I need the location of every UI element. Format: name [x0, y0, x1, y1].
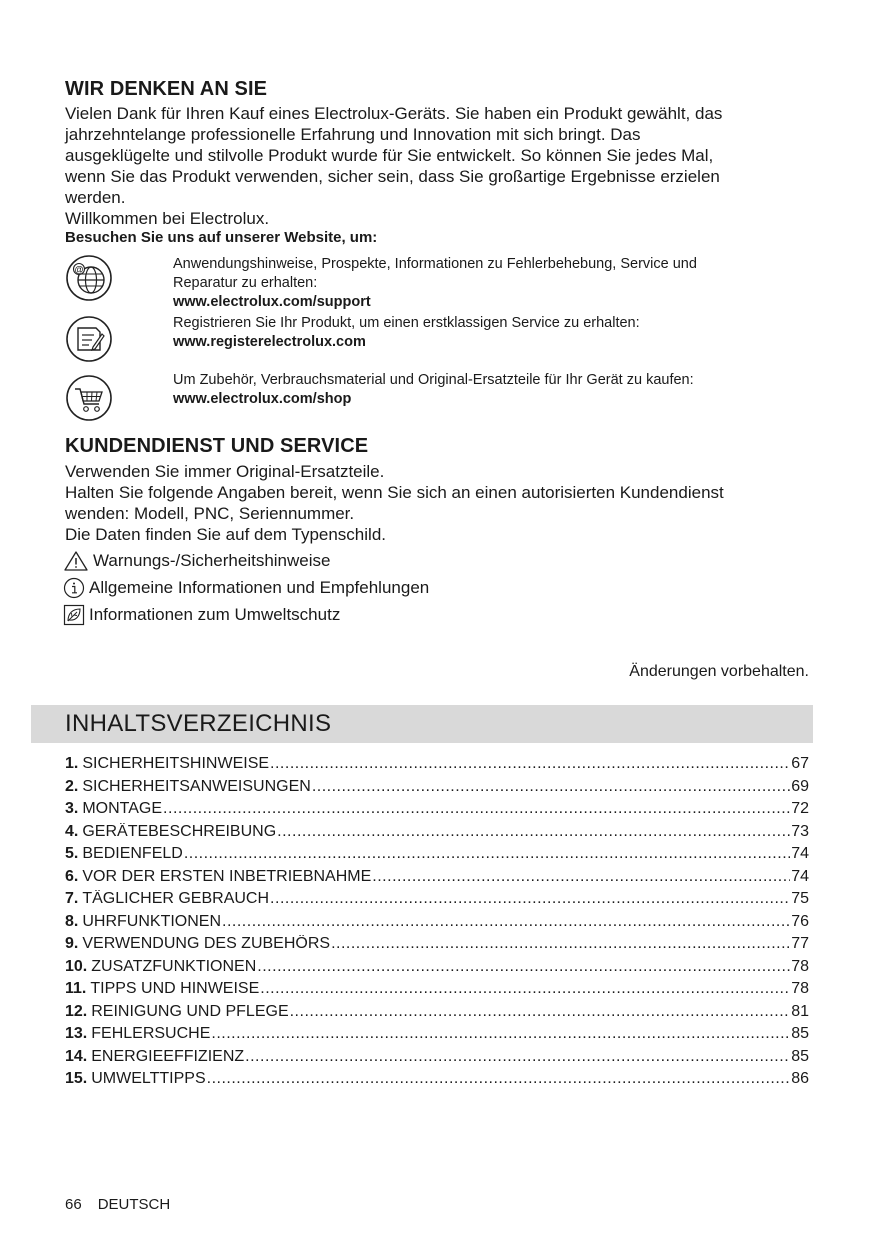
- toc-number: 11.: [65, 980, 87, 997]
- toc-leader-dots: [211, 1025, 790, 1043]
- toc-page-number: 76: [791, 912, 809, 930]
- toc-item[interactable]: [65, 1048, 809, 1071]
- toc-leader-dots: [331, 935, 790, 953]
- intro-paragraph: [65, 103, 805, 229]
- toc-item[interactable]: [65, 823, 809, 846]
- toc-number: 1.: [65, 755, 79, 772]
- toc-number: 5.: [65, 845, 79, 862]
- toc-leader-dots: [257, 958, 790, 976]
- toc-leader-dots: [312, 778, 790, 796]
- toc-number: 14.: [65, 1047, 88, 1065]
- toc-number: 4.: [65, 822, 79, 840]
- warning-triangle-icon: [63, 550, 89, 572]
- web-link-shop: [173, 371, 793, 409]
- intro-line: jahrzehntelange professionelle Erfahrung und Innovation mit sich bringt. Das: [65, 125, 641, 144]
- web-link-register: [173, 314, 793, 352]
- toc-leader-dots: [277, 823, 790, 841]
- web-link-text: Reparatur zu erhalten:: [173, 275, 318, 291]
- toc-leader-dots: [290, 1003, 791, 1021]
- service-paragraph: [65, 461, 805, 545]
- toc-number: 2.: [65, 777, 79, 795]
- toc-item[interactable]: [65, 958, 809, 981]
- legend-environment: [63, 604, 340, 626]
- toc-item[interactable]: [65, 890, 809, 913]
- svg-text:@: @: [74, 264, 84, 275]
- footer-language: DEUTSCH: [97, 1196, 171, 1213]
- toc-page-number: 75: [791, 890, 809, 907]
- toc-label: GERÄTEBESCHREIBUNG: [82, 822, 277, 840]
- info-circle-icon: [63, 577, 85, 599]
- welcome-text: Willkommen bei Electrolux.: [65, 209, 270, 228]
- toc-item[interactable]: [65, 935, 809, 958]
- toc-item[interactable]: [65, 800, 809, 823]
- visit-label: Besuchen Sie uns auf unserer Website, um:: [65, 229, 378, 246]
- toc-label: BEDIENFELD: [82, 845, 183, 862]
- footer-page-number: 66: [65, 1196, 82, 1213]
- toc-item[interactable]: [65, 1025, 809, 1048]
- legend-label: Warnungs-/Sicherheitshinweise: [93, 551, 331, 570]
- toc-page-number: 85: [791, 1047, 809, 1065]
- toc-number: 9.: [65, 935, 79, 952]
- toc-label: REINIGUNG UND PFLEGE: [91, 1002, 289, 1020]
- toc-page-number: 73: [791, 822, 809, 840]
- toc-number: 7.: [65, 890, 79, 907]
- toc-page-number: 69: [791, 777, 809, 795]
- toc-leader-dots: [270, 755, 790, 773]
- toc-item[interactable]: [65, 845, 809, 868]
- toc-number: 8.: [65, 912, 79, 930]
- service-line: Die Daten finden Sie auf dem Typenschild.: [65, 525, 386, 544]
- toc-number: 12.: [65, 1002, 88, 1020]
- changes-note: Änderungen vorbehalten.: [629, 663, 809, 680]
- toc-number: 15.: [65, 1070, 88, 1087]
- toc-label: SICHERHEITSANWEISUNGEN: [82, 777, 311, 795]
- service-line: wenden: Modell, PNC, Seriennummer.: [65, 504, 355, 523]
- toc-page-number: 81: [791, 1002, 809, 1020]
- register-url-link[interactable]: www.registerelectrolux.com: [173, 334, 366, 350]
- toc-leader-dots: [270, 890, 790, 908]
- web-link-text: Anwendungshinweise, Prospekte, Informationen zu Fehlerbehebung, Service und: [173, 256, 697, 272]
- legend-label: Informationen zum Umweltschutz: [89, 605, 341, 624]
- toc-label: TIPPS UND HINWEISE: [90, 980, 260, 997]
- toc-page-number: 77: [791, 935, 809, 952]
- toc-list: [65, 755, 809, 1093]
- intro-heading: WIR DENKEN AN SIE: [65, 78, 268, 100]
- toc-leader-dots: [260, 980, 790, 998]
- toc-item[interactable]: [65, 1070, 809, 1093]
- toc-label: UHRFUNKTIONEN: [82, 912, 222, 930]
- toc-label: TÄGLICHER GEBRAUCH: [82, 890, 270, 907]
- toc-label: UMWELTTIPPS: [91, 1070, 206, 1087]
- toc-label: MONTAGE: [82, 800, 163, 817]
- toc-label: FEHLERSUCHE: [91, 1025, 211, 1042]
- toc-page-number: 85: [791, 1025, 809, 1042]
- register-notepad-icon: [65, 315, 113, 363]
- legend-label: Allgemeine Informationen und Empfehlungen: [89, 578, 430, 597]
- toc-label: ZUSATZFUNKTIONEN: [91, 957, 257, 975]
- toc-title: INHALTSVERZEICHNIS: [65, 710, 332, 737]
- page-footer: [65, 1196, 170, 1213]
- toc-page-number: 72: [791, 800, 809, 817]
- web-globe-icon: [65, 254, 113, 302]
- service-line: Verwenden Sie immer Original-Ersatzteile.: [65, 462, 385, 481]
- leaf-icon: [63, 604, 85, 626]
- toc-label: VOR DER ERSTEN INBETRIEBNAHME: [82, 867, 372, 885]
- intro-line: Vielen Dank für Ihren Kauf eines Electrolux-Geräts. Sie haben ein Produkt gewählt, das: [65, 104, 723, 123]
- web-link-text: Registrieren Sie Ihr Produkt, um einen erstklassigen Service zu erhalten:: [173, 315, 640, 331]
- intro-line: werden.: [65, 188, 126, 207]
- toc-number: 3.: [65, 800, 79, 817]
- legend-warning: [63, 550, 330, 572]
- toc-leader-dots: [222, 913, 790, 931]
- web-link-text: Um Zubehör, Verbrauchsmaterial und Original-Ersatzteile für Ihr Gerät zu kaufen:: [173, 372, 694, 388]
- toc-leader-dots: [372, 868, 790, 886]
- toc-leader-dots: [245, 1048, 790, 1066]
- toc-page-number: 86: [791, 1070, 809, 1087]
- toc-page-number: 67: [791, 755, 809, 772]
- intro-line: wenn Sie das Produkt verwenden, sicher sein, dass Sie großartige Ergebnisse erzielen: [65, 167, 720, 186]
- intro-line: ausgeklügelte und stilvolle Produkt wurde für Sie entwickelt. So können Sie jedes Mal,: [65, 146, 714, 165]
- toc-page-number: 78: [791, 980, 809, 997]
- toc-label: VERWENDUNG DES ZUBEHÖRS: [82, 935, 331, 952]
- web-link-support: [173, 255, 793, 312]
- toc-item[interactable]: [65, 980, 809, 1003]
- shop-url-link[interactable]: www.electrolux.com/shop: [173, 391, 352, 407]
- toc-label: ENERGIEEFFIZIENZ: [91, 1047, 245, 1065]
- toc-page-number: 74: [791, 867, 809, 885]
- toc-item[interactable]: [65, 913, 809, 936]
- toc-leader-dots: [207, 1070, 791, 1088]
- toc-number: 6.: [65, 867, 79, 885]
- toc-item[interactable]: [65, 778, 809, 801]
- toc-label: SICHERHEITSHINWEISE: [82, 755, 270, 772]
- toc-number: 10.: [65, 957, 88, 975]
- toc-item[interactable]: [65, 1003, 809, 1026]
- toc-page-number: 74: [791, 845, 809, 862]
- service-heading: KUNDENDIENST UND SERVICE: [65, 435, 369, 457]
- toc-number: 13.: [65, 1025, 88, 1042]
- shopping-cart-icon: [65, 374, 113, 422]
- toc-leader-dots: [184, 845, 790, 863]
- toc-item[interactable]: [65, 868, 809, 891]
- toc-leader-dots: [163, 800, 790, 818]
- support-url-link[interactable]: www.electrolux.com/support: [173, 294, 371, 310]
- toc-page-number: 78: [791, 957, 809, 975]
- legend-info: [63, 577, 429, 599]
- service-line: Halten Sie folgende Angaben bereit, wenn Sie sich an einen autorisierten Kundendienst: [65, 483, 724, 502]
- toc-item[interactable]: [65, 755, 809, 778]
